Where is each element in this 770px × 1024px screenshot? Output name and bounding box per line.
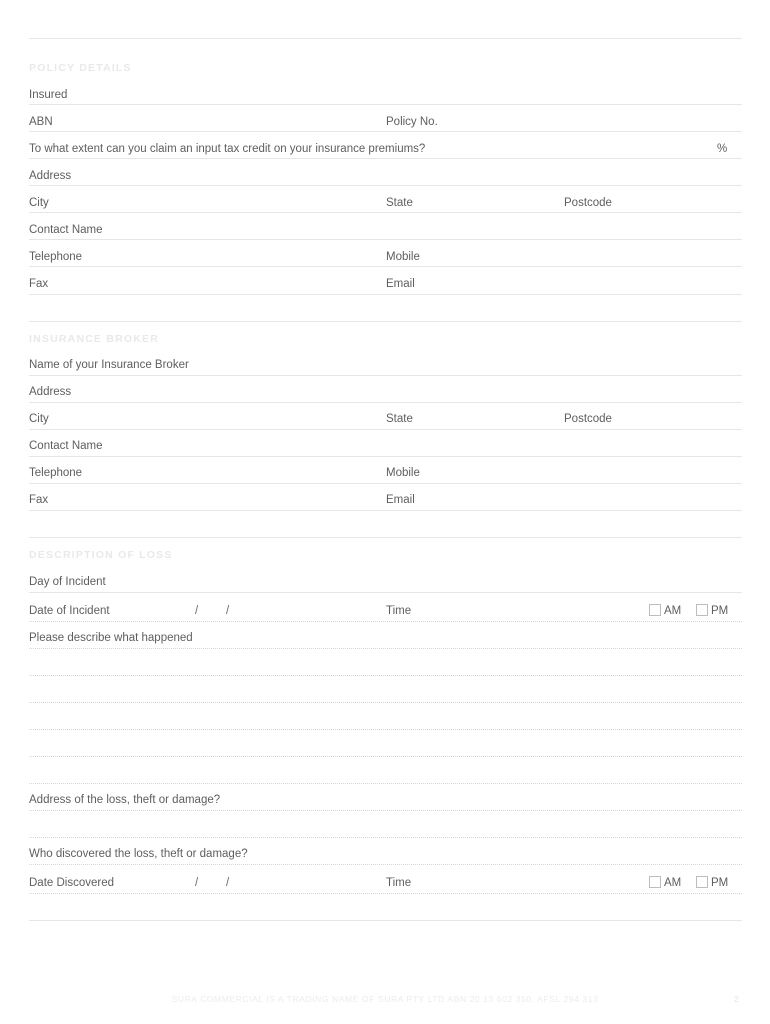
day-of-incident-field[interactable] bbox=[29, 592, 742, 593]
broker-address-field[interactable] bbox=[29, 402, 742, 403]
insured-field[interactable] bbox=[29, 104, 742, 105]
who-discovered-label: Who discovered the loss, theft or damage? bbox=[29, 848, 248, 860]
email-label: Email bbox=[386, 278, 415, 290]
tax-credit-label: To what extent can you claim an input tax credit on your insurance premiums? bbox=[29, 143, 426, 155]
describe-line[interactable] bbox=[29, 675, 742, 676]
policy-details-heading: POLICY DETAILS bbox=[29, 62, 132, 74]
broker-contact-name-label: Contact Name bbox=[29, 440, 103, 452]
discovered-pm-label: PM bbox=[711, 877, 729, 889]
discovered-time-label: Time bbox=[386, 877, 412, 889]
contact-name-label: Contact Name bbox=[29, 224, 103, 236]
broker-email-label: Email bbox=[386, 494, 415, 506]
section-divider bbox=[29, 537, 742, 538]
date-separator: / bbox=[226, 605, 230, 617]
page-number: 2 bbox=[734, 994, 739, 1004]
policy-no-label: Policy No. bbox=[386, 116, 438, 128]
abn-field[interactable] bbox=[29, 131, 742, 132]
tax-credit-field[interactable] bbox=[29, 158, 742, 159]
contact-name-field[interactable] bbox=[29, 239, 742, 240]
insured-label: Insured bbox=[29, 89, 68, 101]
loss-address-label: Address of the loss, theft or damage? bbox=[29, 794, 221, 806]
incident-pm-label: PM bbox=[711, 605, 729, 617]
percent-sign: % bbox=[717, 143, 728, 155]
telephone-field[interactable] bbox=[29, 266, 742, 267]
incident-am-label: AM bbox=[664, 605, 682, 617]
broker-fax-label: Fax bbox=[29, 494, 49, 506]
broker-postcode-label: Postcode bbox=[564, 413, 612, 425]
broker-telephone-field[interactable] bbox=[29, 483, 742, 484]
describe-line[interactable] bbox=[29, 756, 742, 757]
broker-address-label: Address bbox=[29, 386, 72, 398]
section-divider bbox=[29, 321, 742, 322]
broker-name-field[interactable] bbox=[29, 375, 742, 376]
broker-contact-name-field[interactable] bbox=[29, 456, 742, 457]
address-label: Address bbox=[29, 170, 72, 182]
incident-am-checkbox[interactable] bbox=[649, 604, 661, 616]
footer-text: SURA COMMERCIAL IS A TRADING NAME OF SURA PTY LTD ABN 20 13 602 350, AFSL 294 313 bbox=[171, 994, 599, 1004]
discovered-am-label: AM bbox=[664, 877, 682, 889]
loss-address-field[interactable] bbox=[29, 837, 742, 838]
describe-line[interactable] bbox=[29, 702, 742, 703]
incident-time-label: Time bbox=[386, 605, 412, 617]
broker-name-label: Name of your Insurance Broker bbox=[29, 359, 189, 371]
broker-mobile-label: Mobile bbox=[386, 467, 420, 479]
day-of-incident-label: Day of Incident bbox=[29, 576, 106, 588]
telephone-label: Telephone bbox=[29, 251, 83, 263]
date-separator: / bbox=[226, 877, 230, 889]
discovered-am-checkbox[interactable] bbox=[649, 876, 661, 888]
abn-label: ABN bbox=[29, 116, 53, 128]
date-separator: / bbox=[195, 877, 199, 889]
who-discovered-field[interactable] bbox=[29, 864, 742, 865]
describe-line[interactable] bbox=[29, 729, 742, 730]
date-separator: / bbox=[195, 605, 199, 617]
insurance-broker-heading: INSURANCE BROKER bbox=[29, 333, 160, 345]
broker-fax-field[interactable] bbox=[29, 510, 742, 511]
fax-field[interactable] bbox=[29, 294, 742, 295]
describe-line[interactable] bbox=[29, 648, 742, 649]
broker-telephone-label: Telephone bbox=[29, 467, 83, 479]
incident-pm-checkbox[interactable] bbox=[696, 604, 708, 616]
broker-city-label: City bbox=[29, 413, 49, 425]
date-discovered-field[interactable] bbox=[29, 893, 742, 894]
date-discovered-label: Date Discovered bbox=[29, 877, 115, 889]
discovered-pm-checkbox[interactable] bbox=[696, 876, 708, 888]
section-divider bbox=[29, 920, 742, 921]
date-of-incident-label: Date of Incident bbox=[29, 605, 110, 617]
broker-state-label: State bbox=[386, 413, 413, 425]
state-label: State bbox=[386, 197, 413, 209]
describe-label: Please describe what happened bbox=[29, 632, 193, 644]
mobile-label: Mobile bbox=[386, 251, 420, 263]
address-field[interactable] bbox=[29, 185, 742, 186]
city-label: City bbox=[29, 197, 49, 209]
postcode-label: Postcode bbox=[564, 197, 612, 209]
loss-address-field[interactable] bbox=[29, 810, 742, 811]
city-field[interactable] bbox=[29, 212, 742, 213]
description-of-loss-heading: DESCRIPTION OF LOSS bbox=[29, 549, 173, 561]
fax-label: Fax bbox=[29, 278, 49, 290]
describe-line[interactable] bbox=[29, 783, 742, 784]
top-divider bbox=[29, 38, 742, 39]
date-of-incident-field[interactable] bbox=[29, 621, 742, 622]
broker-city-field[interactable] bbox=[29, 429, 742, 430]
